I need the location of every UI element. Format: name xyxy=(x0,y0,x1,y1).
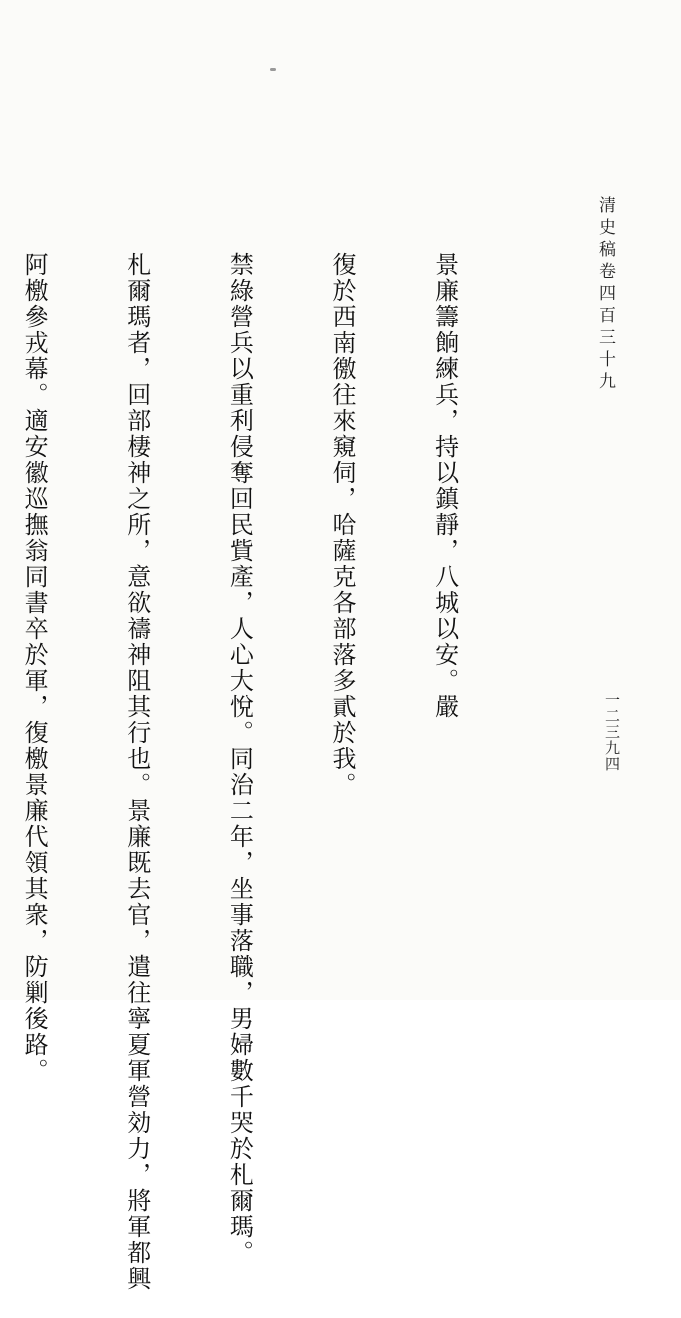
page-number: 一二三九四 xyxy=(603,692,621,772)
running-header-title: 清史稿卷四百三十九 xyxy=(595,196,615,394)
text-column: 札爾瑪者，回部棲神之所，意欲禱神阻其行也。景廉既去官，遣往寧夏軍營効力，將軍都興 xyxy=(122,252,151,1292)
text-column: 景廉籌餉練兵，持以鎮靜，八城以安。嚴 xyxy=(430,252,459,720)
text-column: 復於西南徼往來窺伺，哈薩克各部落多貳於我。 xyxy=(327,252,356,798)
body-text xyxy=(20,252,580,1292)
scan-speck xyxy=(270,68,276,71)
text-column: 阿檄參戎幕。適安徽巡撫翁同書卒於軍，復檄景廉代領其衆，防剿後路。 xyxy=(20,252,49,1084)
text-column: 禁綠營兵以重利侵奪回民貲產，人心大悅。同治二年，坐事落職，男婦數千哭於札爾瑪。 xyxy=(225,252,254,1266)
